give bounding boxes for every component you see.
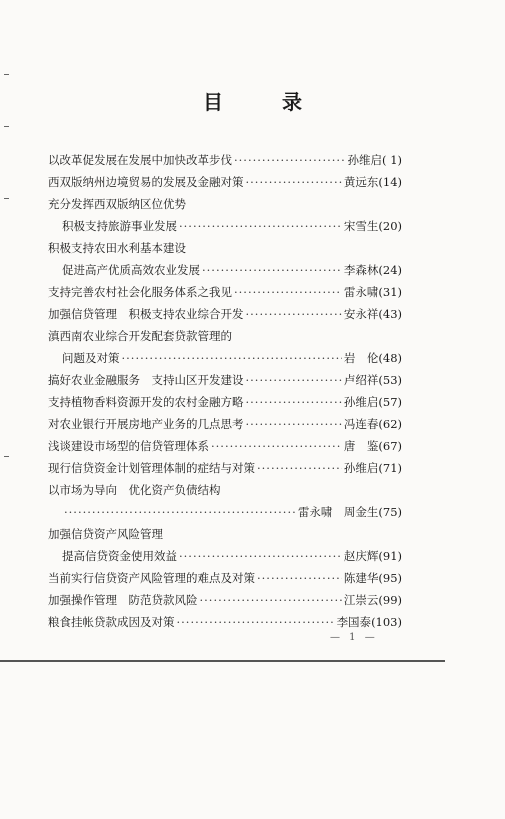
entry-author: 冯连春: [343, 417, 379, 431]
entry-page: (43): [378, 307, 402, 321]
dot-leader: [64, 502, 296, 522]
entry-title: 加强信贷管理 积极支持农业综合开发: [48, 307, 244, 321]
entry-title: 对农业银行开展房地产业务的几点思考: [48, 417, 244, 431]
dot-leader: [246, 172, 342, 192]
dot-leader: [257, 458, 342, 478]
entry-title: 搞好农业金融服务 支持山区开发建设: [48, 373, 244, 387]
entry-author: 孙维启: [347, 153, 383, 167]
entry-title: 现行信贷资金计划管理体制的症结与对策: [48, 461, 255, 475]
toc-entry: [48, 414, 402, 434]
margin-mark: [4, 456, 9, 457]
entry-author: 孙维启: [343, 461, 379, 475]
dot-leader: [179, 546, 342, 566]
entry-title: 提高信贷资金使用效益: [62, 549, 177, 563]
dot-leader: [202, 260, 342, 280]
dot-leader: [122, 348, 342, 368]
entry-author: 卢绍祥: [343, 373, 379, 387]
dot-leader: [234, 282, 342, 302]
dot-leader: [234, 150, 346, 170]
toc-entry: [48, 612, 402, 632]
entry-author: 江崇云: [343, 593, 379, 607]
entry-title: 积极支持旅游事业发展: [62, 219, 177, 233]
entry-title: 问题及对策: [62, 351, 120, 365]
entry-author: 岩 伦: [343, 351, 379, 365]
entry-page: (71): [378, 461, 402, 475]
entry-page: (99): [378, 593, 402, 607]
entry-author: 宋雪生: [343, 219, 379, 233]
toc-entry: [62, 348, 402, 368]
toc-entry: [62, 546, 402, 566]
entry-page: ( 1): [382, 153, 402, 167]
entry-page: (53): [378, 373, 402, 387]
toc-entry: [48, 392, 402, 412]
dot-leader: [179, 216, 342, 236]
dot-leader: [246, 414, 342, 434]
entry-author: 安永祥: [343, 307, 379, 321]
toc-entry: [48, 172, 402, 192]
entry-page: (31): [378, 285, 402, 299]
margin-mark: [4, 74, 9, 75]
toc-entry: [62, 216, 402, 236]
entry-author: 孙维启: [343, 395, 379, 409]
entry-page: (67): [378, 439, 402, 453]
entry-page: (75): [378, 505, 402, 519]
entry-page: (57): [378, 395, 402, 409]
dot-leader: [246, 370, 342, 390]
entry-page: (95): [378, 571, 402, 585]
toc-entry: [48, 238, 402, 258]
entry-title: 西双版纳州边境贸易的发展及金融对策: [48, 175, 244, 189]
entry-title: 积极支持农田水利基本建设: [48, 241, 186, 255]
entry-title: 促进高产优质高效农业发展: [62, 263, 200, 277]
entry-title: 加强操作管理 防范贷款风险: [48, 593, 198, 607]
margin-mark: [4, 126, 9, 127]
entry-title: 浅谈建设市场型的信贷管理体系: [48, 439, 209, 453]
dot-leader: [246, 392, 342, 412]
toc-entry: [48, 590, 402, 610]
toc-entry: [48, 568, 402, 588]
entry-title: 当前实行信贷资产风险管理的难点及对策: [48, 571, 255, 585]
toc-entry: [62, 502, 402, 522]
entry-title: 支持植物香料资源开发的农村金融方略: [48, 395, 244, 409]
toc-entry: [48, 150, 402, 170]
toc-entry: [48, 326, 402, 346]
dot-leader: [200, 590, 342, 610]
toc-entry: [48, 480, 402, 500]
entry-page: (48): [378, 351, 402, 365]
entry-page: (14): [378, 175, 402, 189]
entry-title: 加强信贷资产风险管理: [48, 527, 163, 541]
toc-entry: [48, 524, 402, 544]
entry-page: (62): [378, 417, 402, 431]
entry-author: 李森林: [343, 263, 379, 277]
entry-title: 充分发挥西双版纳区位优势: [48, 197, 186, 211]
page-title: 目 录: [203, 90, 328, 114]
entry-title: 以市场为导向 优化资产负债结构: [48, 483, 221, 497]
entry-author: 雷永啸: [343, 285, 379, 299]
entry-author: 陈建华: [343, 571, 379, 585]
dot-leader: [211, 436, 342, 456]
page-number: — 1 —: [330, 632, 378, 643]
toc-entry: [48, 194, 402, 214]
entry-author: 李国泰: [336, 615, 372, 629]
toc-entry: [48, 436, 402, 456]
entry-author: 雷永啸 周金生: [297, 505, 379, 519]
margin-mark: [4, 198, 9, 199]
toc-entry: [62, 260, 402, 280]
entry-page: (20): [378, 219, 402, 233]
entry-title: 粮食挂帐贷款成因及对策: [48, 615, 175, 629]
divider-line: [0, 660, 445, 662]
entry-author: 赵庆辉: [343, 549, 379, 563]
dot-leader: [257, 568, 342, 588]
entry-page: (24): [378, 263, 402, 277]
toc-entry: [48, 282, 402, 302]
entry-title: 滇西南农业综合开发配套贷款管理的: [48, 329, 232, 343]
entry-author: 黄远东: [343, 175, 379, 189]
entry-title: 支持完善农村社会化服务体系之我见: [48, 285, 232, 299]
toc-entry: [48, 370, 402, 390]
dot-leader: [246, 304, 342, 324]
entry-author: 唐 鉴: [343, 439, 379, 453]
entry-page: (91): [378, 549, 402, 563]
toc-entry: [48, 304, 402, 324]
toc-entry: [48, 458, 402, 478]
dot-leader: [177, 612, 335, 632]
entry-page: (103): [371, 615, 402, 629]
entry-title: 以改革促发展在发展中加快改革步伐: [48, 153, 232, 167]
